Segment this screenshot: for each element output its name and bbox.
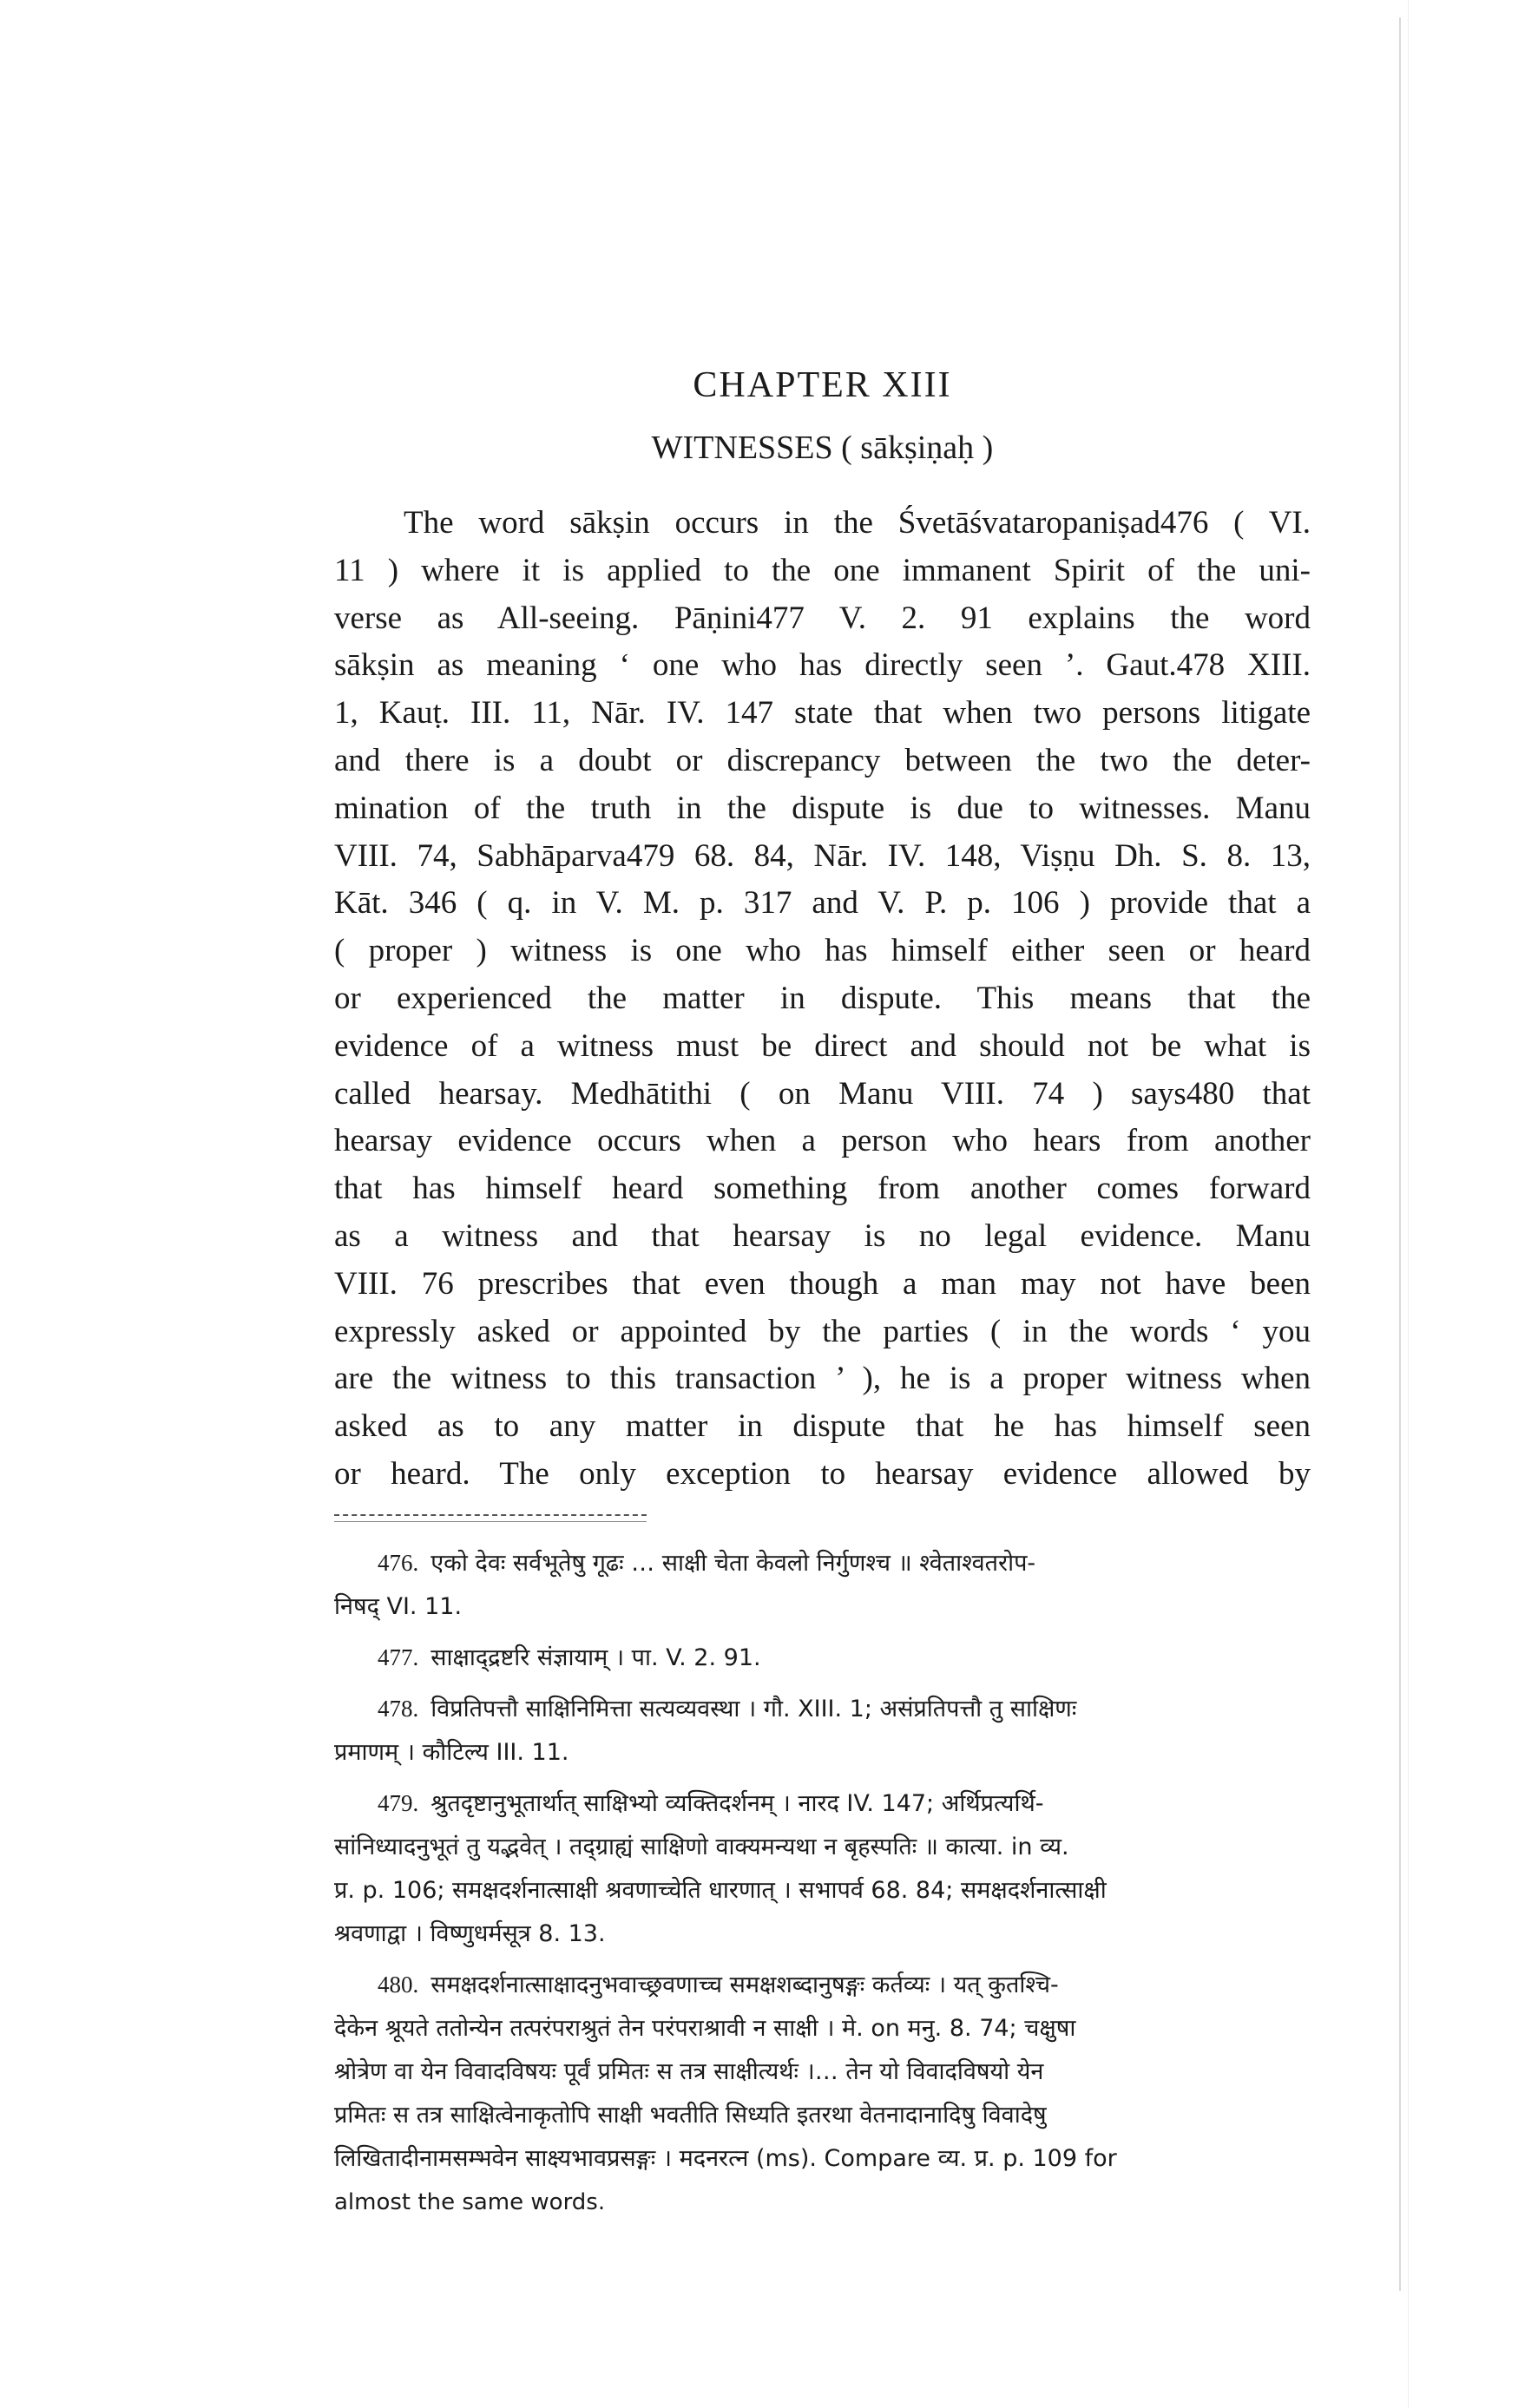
body-line: asked as to any matter in dispute that he has himself seen: [334, 1408, 1311, 1445]
footnote-number: 477.: [378, 1644, 419, 1670]
footnote-line: लिखितादीनामसम्भवेन साक्ष्यभावप्रसङ्गः । मदनरत्न (ms). Compare व्य. प्र. p. 109 for: [334, 2144, 1117, 2172]
body-line: are the witness to this transaction ’ ), he is a proper witness when: [334, 1361, 1311, 1397]
body-line: expressly asked or appointed by the parties ( in the words ‘ you: [334, 1313, 1311, 1349]
footnotes: [334, 1541, 1311, 2224]
body-line: verse as All-seeing. Pāṇini477 V. 2. 91 explains the word: [334, 600, 1311, 636]
body-line: Kāt. 346 ( q. in V. M. p. 317 and V. P. p. 106 ) provide that a: [334, 885, 1311, 922]
footnote-number: 476.: [378, 1549, 419, 1576]
footnote-line: विप्रतिपत्तौ साक्षिनिमित्ता सत्यव्यवस्था । गौ. XIII. 1; असंप्रतिपत्तौ तु साक्षिणः: [431, 1695, 1077, 1722]
footnote-line: सांनिध्यादनुभूतं तु यद्भवेत् । तद्ग्राह्यं साक्षिणो वाक्यमन्यथा न बृहस्पतिः ॥ कात्या. in व्य.: [334, 1833, 1069, 1860]
body-line: ( proper ) witness is one who has himself either seen or heard: [334, 933, 1311, 969]
body-line: hearsay evidence occurs when a person who hears from another: [334, 1123, 1311, 1159]
footnote-line: देकेन श्रूयते ततोन्येन तत्परंपराश्रुतं तेन परंपराश्रावी न साक्षी । मे. on मनु. 8. 74; चक्षुषा: [334, 2014, 1076, 2042]
body-line: The word sākṣin occurs in the Śvetāśvataropaniṣad476 ( VI.: [404, 505, 1311, 541]
body-line: VIII. 74, Sabhāparva479 68. 84, Nār. IV. 148, Viṣṇu Dh. S. 8. 13,: [334, 837, 1311, 874]
body-line: evidence of a witness must be direct and should not be what is: [334, 1027, 1311, 1064]
footnote-476: [334, 1541, 1311, 1629]
page-edge-line: [1399, 17, 1401, 2291]
footnote-line: श्रुतदृष्टानुभूतार्थात् साक्षिभ्यो व्यक्तिदर्शनम् । नारद IV. 147; अर्थिप्रत्यर्थि-: [431, 1789, 1044, 1817]
footnote-line: साक्षाद्द्रष्टरि संज्ञायाम् । पा. V. 2. 91.: [431, 1644, 761, 1671]
footnote-separator: [334, 1514, 647, 1522]
footnote-line: समक्षदर्शनात्साक्षादनुभवाच्छ्रवणाच्च समक्षशब्दानुषङ्गः कर्तव्यः । यत् कुतश्चि-: [431, 1971, 1059, 1998]
footnote-number: 479.: [378, 1789, 419, 1816]
body-line: that has himself heard something from another comes forward: [334, 1171, 1311, 1207]
footnote-number: 478.: [378, 1695, 419, 1722]
footnote-line: प्र. p. 106; समक्षदर्शनात्साक्षी श्रवणाच्चेति धारणात् । सभापर्व 68. 84; समक्षदर्शनात्साक्षी: [334, 1876, 1107, 1904]
footnote-480: [334, 1963, 1311, 2224]
body-line: mination of the truth in the dispute is due to witnesses. Manu: [334, 790, 1311, 826]
body-line: or heard. The only exception to hearsay evidence allowed by: [334, 1455, 1311, 1492]
footnote-line: निषद् VI. 11.: [334, 1592, 463, 1620]
body-line: 11 ) where it is applied to the one immanent Spirit of the uni-: [334, 552, 1311, 588]
chapter-heading: CHAPTER XIII: [693, 365, 952, 405]
chapter-subtitle: WITNESSES ( sākṣiṇaḥ ): [651, 430, 994, 466]
body-line: VIII. 76 prescribes that even though a man may not have been: [334, 1265, 1311, 1302]
body-line: sākṣin as meaning ‘ one who has directly seen ’. Gaut.478 XIII.: [334, 647, 1311, 684]
footnote-478: [334, 1687, 1311, 1775]
footnote-line: श्रवणाद्वा । विष्णुधर्मसूत्र 8. 13.: [334, 1919, 606, 1947]
page-edge-shadow: [1408, 0, 1409, 2408]
footnote-line: श्रोत्रेण वा येन विवादविषयः पूर्वं प्रमितः स तत्र साक्षीत्यर्थः ।… तेन यो विवादविषयो येन: [334, 2057, 1044, 2085]
body-paragraph: [334, 500, 1311, 1499]
footnote-line: almost the same words.: [334, 2188, 606, 2215]
body-line: as a witness and that hearsay is no legal evidence. Manu: [334, 1217, 1311, 1254]
body-line: and there is a doubt or discrepancy between the two the deter-: [334, 742, 1311, 778]
footnote-479: [334, 1781, 1311, 1956]
footnote-line: प्रमाणम् । कौटिल्य III. 11.: [334, 1738, 569, 1766]
footnote-line: एको देवः सर्वभूतेषु गूढः … साक्षी चेता केवलो निर्गुणश्च ॥ श्वेताश्वतरोप-: [431, 1549, 1036, 1577]
page-content: [334, 364, 1311, 2231]
body-line: 1, Kauṭ. III. 11, Nār. IV. 147 state that when two persons litigate: [334, 695, 1311, 732]
footnote-477: [334, 1636, 1311, 1680]
body-line: or experienced the matter in dispute. This means that the: [334, 980, 1311, 1016]
footnote-line: प्रमितः स तत्र साक्षित्वेनाकृतोपि साक्षी भवतीति सिध्यति इतरथा वेतनादानादिषु विवादेषु: [334, 2101, 1047, 2129]
footnote-number: 480.: [378, 1971, 419, 1998]
body-line: called hearsay. Medhātithi ( on Manu VIII. 74 ) says480 that: [334, 1075, 1311, 1112]
